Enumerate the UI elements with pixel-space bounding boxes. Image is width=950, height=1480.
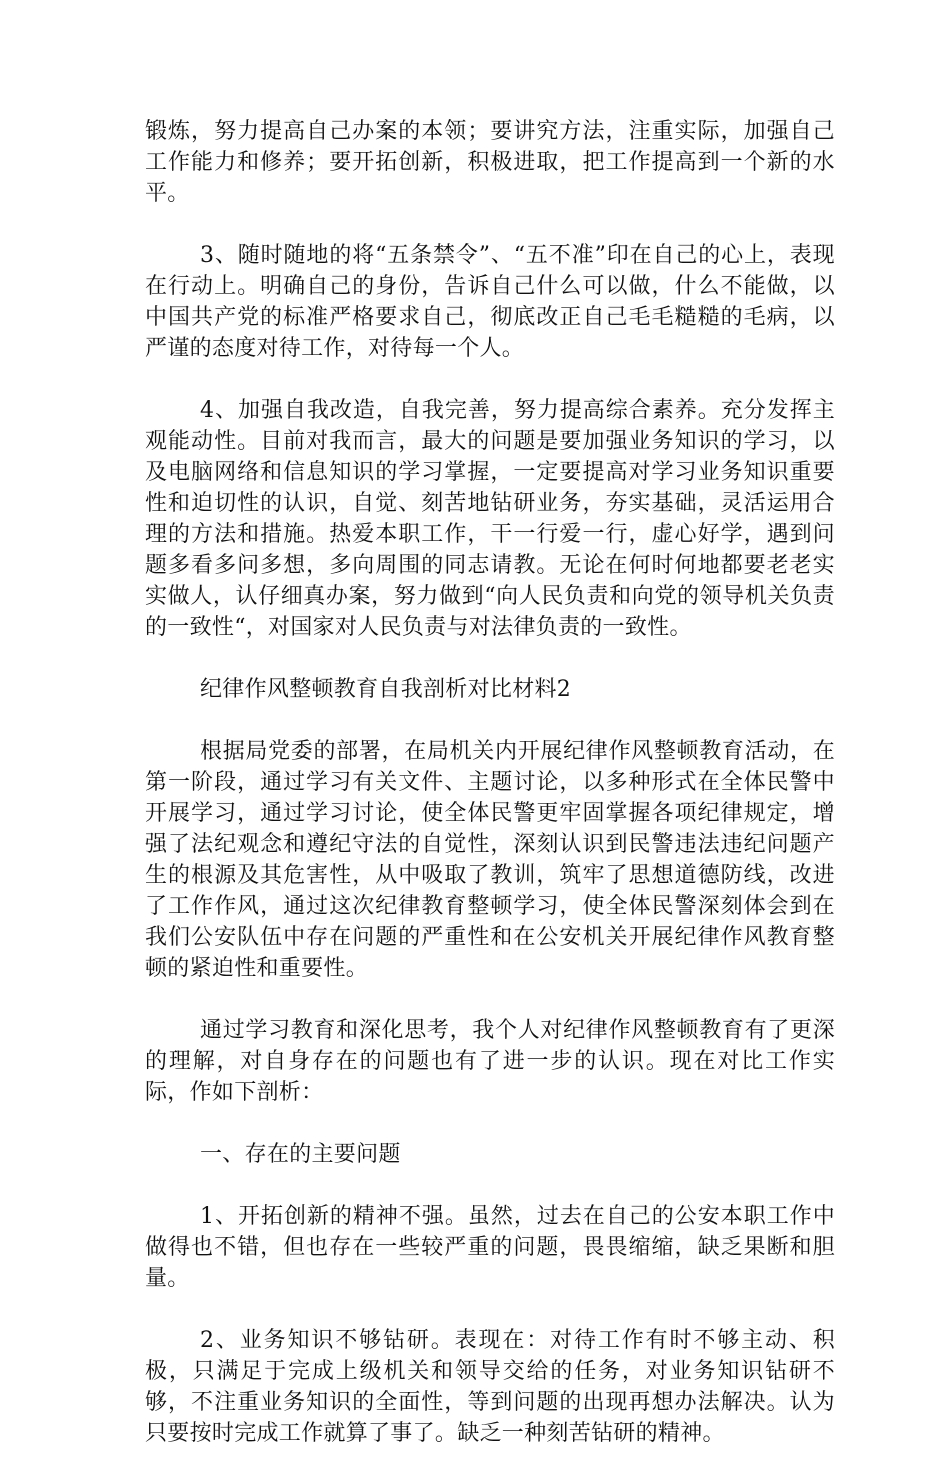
paragraph-item-3: 3、随时随地的将“五条禁令”、“五不准”印在自己的心上，表现在行动上。明确自己的身份，告诉自己什么可以做，什么不能做，以中国共产党的标准严格要求自己，彻底改正自己毛毛糙糙的毛病，以严谨的态度对待工作，对待每一个人。 [145,243,835,361]
problem-item-2: 2、业务知识不够钻研。表现在：对待工作有时不够主动、积极，只满足于完成上级机关和领导交给的任务，对业务知识钻研不够，不注重业务知识的全面性，等到问题的出现再想办法解决。认为只要按时完成工作就算了事了。缺乏一种刻苦钻研的精神。 [145,1328,835,1446]
section-title: 纪律作风整顿教育自我剖析对比材料2 [200,677,572,702]
subheading-problems: 一、存在的主要问题 [200,1142,401,1167]
paragraph-analysis: 通过学习教育和深化思考，我个人对纪律作风整顿教育有了更深的理解，对自身存在的问题也有了进一步的认识。现在对比工作实际，作如下剖析： [145,1018,835,1105]
problem-item-1: 1、开拓创新的精神不强。虽然，过去在自己的公安本职工作中做得也不错，但也存在一些较严重的问题，畏畏缩缩，缺乏果断和胆量。 [145,1204,835,1291]
document-page [145,116,835,1480]
paragraph-intro: 根据局党委的部署，在局机关内开展纪律作风整顿教育活动，在第一阶段，通过学习有关文件、主题讨论，以多种形式在全体民警中开展学习，通过学习讨论，使全体民警更牢固掌握各项纪律规定，增强了法纪观念和遵纪守法的自觉性，深刻认识到民警违法违纪问题产生的根源及其危害性，从中吸取了教训，筑牢了思想道德防线，改进了工作作风，通过这次纪律教育整顿学习，使全体民警深刻体会到在我们公安队伍中存在问题的严重性和在公安机关开展纪律作风教育整顿的紧迫性和重要性。 [145,739,835,981]
paragraph-continuation: 锻炼，努力提高自己办案的本领；要讲究方法，注重实际，加强自己工作能力和修养；要开拓创新，积极进取，把工作提高到一个新的水平。 [145,119,835,206]
paragraph-item-4: 4、加强自我改造，自我完善，努力提高综合素养。充分发挥主观能动性。目前对我而言，最大的问题是要加强业务知识的学习，以及电脑网络和信息知识的学习掌握，一定要提高对学习业务知识重要性和迫切性的认识，自觉、刻苦地钻研业务，夯实基础，灵活运用合理的方法和措施。热爱本职工作，干一行爱一行，虚心好学，遇到问题多看多问多想，多向周围的同志请教。无论在何时何地都要老老实实做人，认仔细真办案，努力做到“向人民负责和向党的领导机关负责的一致性“，对国家对人民负责与对法律负责的一致性。 [145,398,835,640]
